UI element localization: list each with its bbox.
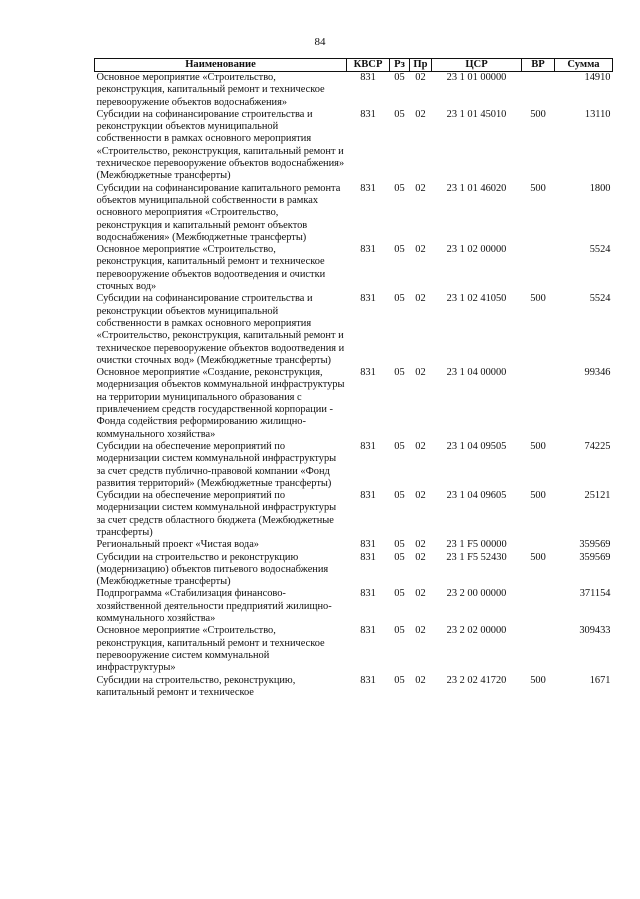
cell-rz: 05 (394, 293, 405, 305)
cell-rz: 05 (394, 244, 405, 256)
cell-vr (522, 539, 555, 551)
cell-csr: 23 1 04 00000 (446, 367, 507, 379)
cell-sum: 309433 (579, 625, 611, 637)
cell-vr (522, 367, 555, 441)
cell-csr: 23 1 02 41050 (446, 293, 507, 305)
cell-pr: 02 (415, 440, 426, 452)
cell-kvsr: 831 (360, 293, 376, 305)
cell-vr: 500 (530, 293, 546, 305)
cell-sum: 359569 (579, 551, 611, 563)
cell-pr: 02 (415, 490, 426, 502)
cell-rz: 05 (394, 367, 405, 379)
table-row (95, 675, 613, 700)
cell-name: Основное мероприятие «Строительство, реконструкция, капитальный ремонт и техническое перевооружение систем коммунальной инфраструктуры» (96, 625, 325, 674)
cell-csr: 23 1 01 45010 (446, 108, 507, 120)
cell-name: Основное мероприятие «Строительство, реконструкция, капитальный ремонт и техническое перевооружение объектов водоснабжения» (96, 72, 325, 108)
header-kvsr: КВСР (347, 59, 390, 72)
cell-kvsr: 831 (360, 72, 376, 83)
header-rz: Рз (390, 59, 410, 72)
table-row (95, 588, 613, 625)
header-csr: ЦСР (432, 59, 522, 72)
cell-pr: 02 (415, 367, 426, 379)
cell-pr: 02 (415, 182, 426, 194)
cell-sum: 1800 (589, 182, 611, 194)
table-row (95, 183, 613, 244)
table-body (95, 72, 613, 700)
cell-sum: 1671 (589, 674, 611, 686)
cell-name: Субсидии на строительство и реконструкцию (модернизацию) объектов питьевого водоснабжения (Межбюджетные трансферты) (96, 551, 329, 588)
cell-name: Основное мероприятие «Строительство, реконструкция, капитальный ремонт и техническое перевооружение объектов водоотведения и очистки сточных вод» (96, 244, 326, 293)
cell-pr: 02 (415, 108, 426, 120)
cell-name: Субсидии на обеспечение мероприятий по модернизации систем коммунальной инфраструктуры за счет средств областного бюджета (Межбюджетные трансферты) (96, 490, 337, 538)
table-row (95, 293, 613, 367)
cell-csr: 23 1 F5 52430 (446, 551, 507, 563)
cell-name: Субсидии на строительство, реконструкцию, капитальный ремонт и техническое (96, 674, 296, 698)
cell-pr: 02 (415, 244, 426, 256)
cell-rz: 05 (394, 72, 405, 83)
cell-vr (522, 244, 555, 293)
cell-csr: 23 1 04 09605 (446, 490, 507, 502)
cell-kvsr: 831 (360, 490, 376, 502)
cell-sum: 25121 (584, 490, 611, 502)
cell-csr: 23 1 04 09505 (446, 440, 507, 452)
cell-csr: 23 2 00 00000 (446, 588, 507, 600)
table-row (95, 244, 613, 293)
cell-name: Субсидии на софинансирование капитального ремонта объектов муниципальной собственности в рамках основного мероприятия «Строительство, реконструкция и капитальный ремонт объектов водоснабжения» (Межбюджетные трансферты) (96, 182, 341, 243)
cell-sum: 5524 (589, 244, 611, 256)
cell-pr: 02 (415, 674, 426, 686)
cell-rz: 05 (394, 539, 405, 551)
header-pr: Пр (410, 59, 432, 72)
cell-vr: 500 (530, 440, 546, 452)
cell-kvsr: 831 (360, 551, 376, 563)
cell-name: Субсидии на софинансирование строительства и реконструкции объектов муниципальной собственности в рамках основного мероприятия «Строительство, реконструкция, капитальный ремонт и техническое перевооружение объектов водоотведения и очистки сточных вод» (Межбюджетные трансферты) (96, 293, 345, 366)
cell-vr: 500 (530, 182, 546, 194)
cell-name: Подпрограмма «Стабилизация финансово-хозяйственной деятельности предприятий жилищно-коммунального хозяйства» (96, 588, 332, 625)
header-row (95, 59, 613, 72)
cell-csr: 23 1 F5 00000 (446, 539, 507, 551)
cell-kvsr: 831 (360, 367, 376, 379)
cell-sum: 371154 (579, 588, 611, 600)
cell-pr: 02 (415, 72, 426, 83)
cell-rz: 05 (394, 625, 405, 637)
header-name: Наименование (95, 59, 347, 72)
cell-pr: 02 (415, 293, 426, 305)
cell-kvsr: 831 (360, 625, 376, 637)
table-row (95, 552, 613, 589)
cell-kvsr: 831 (360, 588, 376, 600)
cell-vr: 500 (530, 490, 546, 502)
table-row (95, 109, 613, 183)
cell-rz: 05 (394, 440, 405, 452)
header-vr: ВР (522, 59, 555, 72)
cell-vr (522, 625, 555, 674)
budget-table (94, 58, 613, 699)
table-row (95, 625, 613, 674)
cell-kvsr: 831 (360, 108, 376, 120)
cell-vr (522, 588, 555, 625)
cell-sum: 5524 (589, 293, 611, 305)
cell-name: Субсидии на софинансирование строительства и реконструкции объектов муниципальной собственности в рамках основного мероприятия «Строительство, реконструкция, капитальный ремонт и техническое перевооружение объектов водоснабжения» (Межбюджетные трансферты) (96, 108, 345, 182)
cell-rz: 05 (394, 182, 405, 194)
cell-sum: 13110 (584, 108, 611, 120)
cell-name: Региональный проект «Чистая вода» (96, 539, 260, 551)
table-row (95, 72, 613, 109)
cell-sum: 14910 (584, 72, 611, 83)
cell-vr: 500 (530, 551, 546, 563)
cell-kvsr: 831 (360, 539, 376, 551)
cell-sum: 359569 (579, 539, 611, 551)
cell-rz: 05 (394, 551, 405, 563)
cell-pr: 02 (415, 539, 426, 551)
cell-vr: 500 (530, 108, 546, 120)
table-row (95, 367, 613, 441)
cell-csr: 23 1 01 00000 (446, 72, 507, 83)
table-row (95, 539, 613, 551)
cell-pr: 02 (415, 625, 426, 637)
cell-name: Субсидии на обеспечение мероприятий по модернизации систем коммунальной инфраструктуры за счет средств публично-правовой компании «Фонд развития территорий» (Межбюджетные трансферты) (96, 440, 337, 489)
table-header (95, 59, 613, 72)
cell-csr: 23 1 01 46020 (446, 182, 507, 194)
cell-rz: 05 (394, 674, 405, 686)
cell-kvsr: 831 (360, 440, 376, 452)
cell-csr: 23 2 02 00000 (446, 625, 507, 637)
header-sum: Сумма (555, 59, 613, 72)
page-number: 84 (314, 36, 326, 48)
cell-pr: 02 (415, 588, 426, 600)
cell-csr: 23 1 02 00000 (446, 244, 507, 256)
cell-csr: 23 2 02 41720 (446, 674, 507, 686)
cell-vr: 500 (530, 674, 546, 686)
cell-name: Основное мероприятие «Создание, реконструкция, модернизация объектов коммунальной инфраструктуры на территории муниципального образования с привлечением средств государственной корпорации - Фонда содействия реформированию жилищно-коммунального хозяйства» (96, 367, 345, 440)
cell-rz: 05 (394, 490, 405, 502)
cell-rz: 05 (394, 588, 405, 600)
table-row (95, 441, 613, 490)
cell-vr (522, 72, 555, 109)
cell-pr: 02 (415, 551, 426, 563)
cell-kvsr: 831 (360, 244, 376, 256)
cell-kvsr: 831 (360, 674, 376, 686)
cell-sum: 74225 (584, 440, 611, 452)
cell-kvsr: 831 (360, 182, 376, 194)
cell-sum: 99346 (584, 367, 611, 379)
table-row (95, 490, 613, 539)
cell-rz: 05 (394, 108, 405, 120)
